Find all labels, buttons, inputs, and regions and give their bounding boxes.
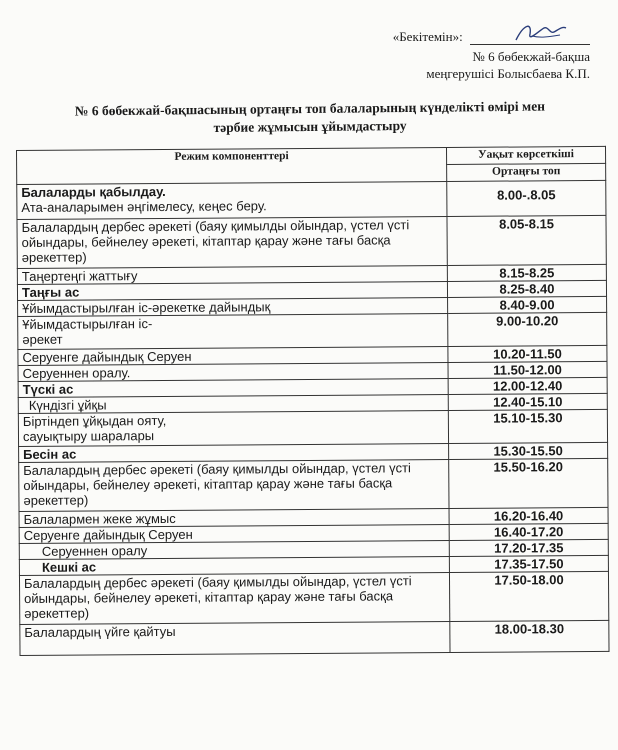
row-time: 9.00-10.20 — [448, 312, 607, 346]
row-activity: Ұйымдастырылған іс- — [22, 316, 153, 332]
row-time: 15.50-16.20 — [449, 458, 608, 508]
row-time: 15.30-15.50 — [449, 442, 608, 459]
row-title: Түскі ас — [18, 378, 448, 397]
row-activity: Ұйымдастырылған іс-әрекетке дайындық — [18, 297, 448, 316]
table-row — [18, 409, 607, 446]
row-time: 16.20-16.40 — [449, 507, 608, 524]
row-activity: Біртіндеп ұйқыдан ояту, — [22, 412, 167, 429]
row-time: 17.20-17.35 — [449, 539, 608, 556]
signature-icon — [510, 20, 570, 46]
row-activity: Балалардың дербес әрекеті (баяу қимылды ойындар, үстел үсті ойындары, бейнелеу әрекеті, кітаптар қарау және тағы басқа әрекеттер) — [19, 572, 449, 624]
approval-head: меңгерушісі Болысбаева К.П. — [426, 66, 590, 81]
row-activity: Серуенге дайындық Серуен — [18, 346, 448, 365]
row-activity: Серуенге дайындық Серуен — [19, 524, 449, 543]
table-row — [17, 215, 606, 268]
row-time: 12.40-15.10 — [448, 393, 607, 410]
row-activity: Таңертеңгі жаттығу — [17, 265, 447, 284]
table-row — [20, 620, 609, 655]
table-row — [19, 458, 608, 511]
row-activity: Балалардың үйге қайтуы — [20, 621, 450, 655]
row-time: 17.35-17.50 — [449, 555, 608, 572]
header-time: Уақыт көрсеткіші — [446, 146, 605, 164]
row-time: 12.00-12.40 — [448, 377, 607, 394]
row-time: 11.50-12.00 — [448, 361, 607, 378]
row-activity: Балалардың дербес әрекеті (баяу қимылды ойындар, үстел үсті ойындары, бейнелеу әрекеті, кітаптар қарау және тағы басқа әрекеттер) — [17, 216, 447, 268]
row-title: Таңғы ас — [17, 281, 447, 300]
row-title: Бесін ас — [19, 443, 449, 462]
table-row — [18, 312, 607, 349]
row-title: Кешкі ас — [19, 556, 449, 575]
row-time: 10.20-11.50 — [448, 345, 607, 362]
approval-org: № 6 бөбекжай-бақша — [472, 49, 590, 64]
row-time: 8.05-8.15 — [447, 215, 606, 265]
approval-block — [290, 28, 590, 82]
row-time: 18.00-18.30 — [450, 620, 609, 652]
row-time: 8.25-8.40 — [447, 280, 606, 297]
row-activity-cont: сауықтыру шаралары — [22, 428, 155, 444]
row-activity: Серуеннен оралу — [19, 540, 449, 559]
row-time: 8.00-.8.05 — [447, 180, 606, 216]
table-row — [17, 180, 606, 219]
row-time: 16.40-17.20 — [449, 523, 608, 540]
row-activity: Серуеннен оралу. — [18, 362, 448, 381]
row-activity-cont: әрекет — [22, 331, 63, 347]
schedule-table — [16, 146, 610, 656]
title-line-2: тәрбие жұмысын ұйымдастыру — [213, 117, 407, 136]
header-group: Ортаңғы топ — [447, 163, 606, 181]
row-time: 15.10-15.30 — [448, 409, 607, 443]
row-activity: Ата-аналарымен әңгімелесу, кеңес беру. — [21, 198, 267, 215]
header-regime: Режим компоненттері — [17, 147, 447, 184]
row-time: 8.40-9.00 — [448, 296, 607, 313]
approval-label: «Бекітемін»: — [392, 29, 463, 44]
table-row — [19, 571, 608, 624]
row-activity: Балалармен жеке жұмыс — [19, 508, 449, 527]
row-activity: Балалардың дербес әрекеті (баяу қимылды ойындар, үстел үсті ойындары, бейнелеу әрекеті, кітаптар қарау және тағы басқа әрекеттер) — [19, 459, 449, 511]
row-title: Балаларды қабылдау. — [21, 183, 166, 200]
row-time: 17.50-18.00 — [449, 571, 608, 621]
signature-line — [470, 30, 590, 45]
row-time: 8.15-8.25 — [447, 264, 606, 281]
document-title — [30, 97, 590, 139]
row-activity: Күндізгі ұйқы — [18, 394, 448, 413]
title-line-1: № 6 бөбекжай-бақшасының ортаңғы топ балаларының күнделікті өмірі мен — [74, 98, 546, 119]
